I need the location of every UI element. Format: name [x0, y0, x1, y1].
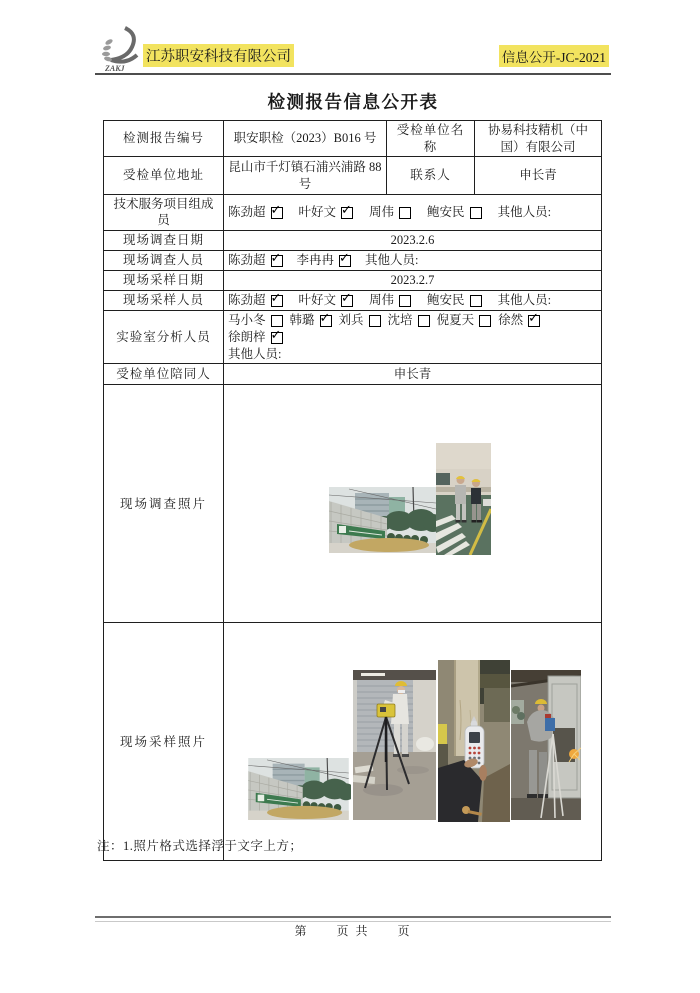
- table-row: [104, 270, 602, 290]
- page-title: 检测报告信息公开表: [267, 92, 439, 112]
- escort-value: 申长青: [224, 364, 602, 385]
- survey-photos-cell: [224, 385, 602, 623]
- person-name: 马小冬: [228, 312, 266, 327]
- person-checkbox-item: [369, 204, 411, 220]
- person-name: 陈劲超: [228, 292, 266, 307]
- table-row: [104, 385, 602, 623]
- table-row: [104, 290, 602, 310]
- table-row: [104, 121, 602, 157]
- sampling-staff-list: [228, 292, 597, 308]
- team-members-cell: [224, 195, 602, 231]
- photo-handheld-meter: [438, 660, 510, 822]
- team-members-list: [228, 204, 597, 220]
- person-checkbox-item: [290, 312, 332, 328]
- checked-checkbox: [341, 295, 353, 307]
- other-person-label: 其他人员:: [228, 347, 282, 361]
- person-name: 周伟: [369, 292, 395, 307]
- sampling-staff-cell: [224, 290, 602, 310]
- person-name: 徐然: [498, 312, 524, 327]
- unchecked-checkbox: [470, 295, 482, 307]
- checked-checkbox: [271, 332, 283, 344]
- person-checkbox-item: [228, 252, 283, 268]
- person-name: 周伟: [369, 205, 395, 220]
- company-name: 江苏职安科技有限公司: [143, 44, 294, 67]
- company-logo: [99, 26, 145, 74]
- person-name: 陈劲超: [228, 252, 266, 267]
- sampling-photos-label: 现场采样照片: [104, 623, 224, 861]
- logo-text: ZAKJ: [105, 64, 125, 73]
- person-checkbox-item: [228, 329, 283, 345]
- page-number-text: 第 页 共 页: [294, 924, 412, 938]
- other-person-label: 其他人员:: [365, 252, 419, 267]
- survey-staff-list: [228, 252, 597, 268]
- report-no-label: 检测报告编号: [104, 121, 224, 157]
- sampling-photos-cell: [224, 623, 602, 861]
- logo-swirl-icon: [99, 26, 145, 74]
- person-name: 鲍安民: [427, 292, 465, 307]
- checked-checkbox: [271, 295, 283, 307]
- person-name: 叶好文: [298, 205, 337, 220]
- table-row: [104, 157, 602, 195]
- person-name: 倪夏天: [436, 312, 475, 327]
- unit-address-value: 昆山市千灯镇石浦兴浦路 88 号: [224, 157, 387, 195]
- person-name: 李冉冉: [296, 252, 335, 267]
- lab-staff-cell: [224, 310, 602, 364]
- table-row: [104, 310, 602, 364]
- person-name: 沈培: [387, 312, 413, 327]
- checked-checkbox: [339, 255, 351, 267]
- team-label: 技术服务项目组成员: [104, 195, 224, 231]
- checked-checkbox: [271, 207, 283, 219]
- table-row: [104, 250, 602, 270]
- unchecked-checkbox: [369, 315, 381, 327]
- survey-photos-label: 现场调查照片: [104, 385, 224, 623]
- sampling-date-label: 现场采样日期: [104, 270, 224, 290]
- other-person-label: 其他人员:: [497, 292, 552, 307]
- unchecked-checkbox: [470, 207, 482, 219]
- unit-address-label: 受检单位地址: [104, 157, 224, 195]
- unit-name-value: 协易科技精机（中国）有限公司: [475, 121, 602, 157]
- contact-value: 申长青: [475, 157, 602, 195]
- person-checkbox-item: [297, 252, 352, 268]
- sampling-staff-label: 现场采样人员: [104, 290, 224, 310]
- unchecked-checkbox: [271, 315, 283, 327]
- survey-staff-cell: [224, 250, 602, 270]
- other-person-label: 其他人员:: [497, 205, 552, 220]
- escort-label: 受检单位陪同人: [104, 364, 224, 385]
- unchecked-checkbox: [418, 315, 430, 327]
- photo-tripod-sampling: [353, 670, 436, 820]
- person-name: 陈劲超: [228, 205, 266, 220]
- person-name: 韩璐: [289, 312, 315, 327]
- person-checkbox-item: [388, 312, 430, 328]
- person-checkbox-item: [369, 292, 411, 308]
- footnote: 注：1.照片格式选择浮于文字上方；: [97, 839, 303, 853]
- checked-checkbox: [528, 315, 540, 327]
- contact-label: 联系人: [387, 157, 475, 195]
- checked-checkbox: [320, 315, 332, 327]
- table-row: [104, 364, 602, 385]
- photo-factory-gate: [329, 487, 436, 553]
- person-name: 鲍安民: [427, 205, 465, 220]
- table-row: [104, 623, 602, 861]
- survey-staff-label: 现场调查人员: [104, 250, 224, 270]
- unchecked-checkbox: [399, 295, 411, 307]
- checked-checkbox: [271, 255, 283, 267]
- disclosure-form-table: [103, 120, 602, 861]
- lab-staff-list: [228, 312, 597, 363]
- person-name: 叶好文: [298, 292, 337, 307]
- person-checkbox-item: [299, 292, 354, 308]
- person-checkbox-item: [427, 292, 482, 308]
- person-checkbox-item: [299, 204, 354, 220]
- person-checkbox-item: [498, 312, 540, 328]
- person-checkbox-item: [427, 204, 482, 220]
- person-name: 刘兵: [338, 312, 364, 327]
- document-code: 信息公开-JC-2021: [499, 45, 609, 67]
- photo-factory-gate: [246, 758, 351, 820]
- person-checkbox-item: [228, 204, 283, 220]
- person-checkbox-item: [339, 312, 381, 328]
- unchecked-checkbox: [479, 315, 491, 327]
- person-checkbox-item: [228, 292, 283, 308]
- unit-name-label: 受检单位名称: [387, 121, 475, 157]
- photo-workers-walkway: [436, 443, 491, 555]
- person-checkbox-item: [228, 312, 283, 328]
- person-checkbox-item: [437, 312, 492, 328]
- sampling-date-value: 2023.2.7: [224, 270, 602, 290]
- checked-checkbox: [341, 207, 353, 219]
- table-row: [104, 230, 602, 250]
- unchecked-checkbox: [399, 207, 411, 219]
- header-divider: [95, 73, 611, 77]
- lab-staff-label: 实验室分析人员: [104, 310, 224, 364]
- photo-tripod-machine: [511, 670, 581, 820]
- survey-date-value: 2023.2.6: [224, 230, 602, 250]
- person-name: 徐朗梓: [228, 329, 266, 344]
- table-row: [104, 195, 602, 231]
- report-no-value: 职安职检（2023）B016 号: [224, 121, 387, 157]
- survey-date-label: 现场调查日期: [104, 230, 224, 250]
